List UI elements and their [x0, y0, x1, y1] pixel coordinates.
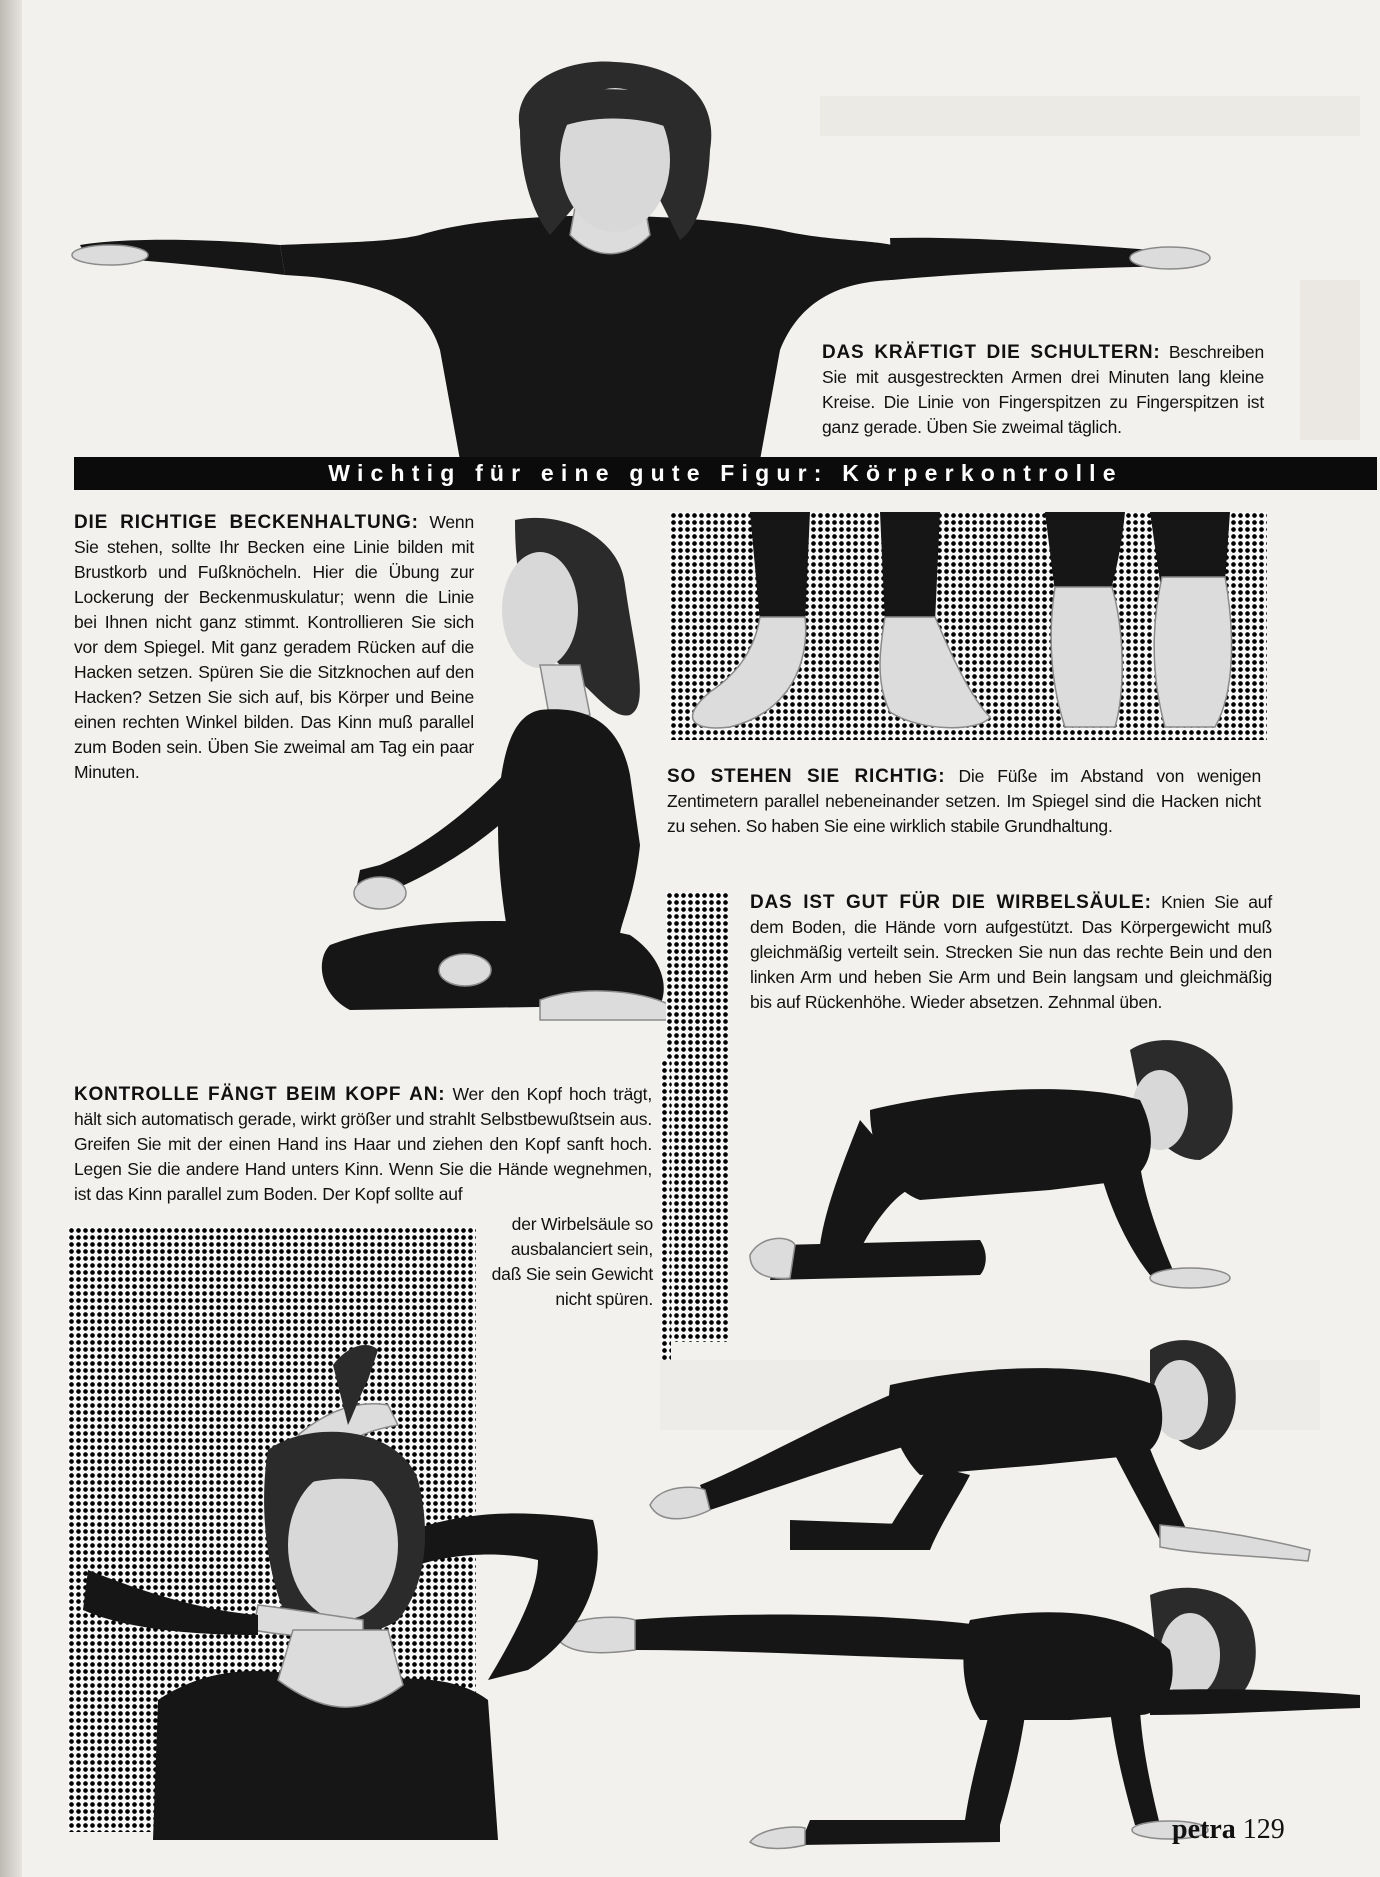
- text-spine: [750, 890, 1272, 1015]
- heading-standing: SO STEHEN SIE RICHTIG:: [667, 766, 946, 787]
- text-shoulders: [822, 340, 1264, 440]
- heading-head: KONTROLLE FÄNGT BEIM KOPF AN:: [74, 1084, 446, 1105]
- bleed-through-block: [1300, 280, 1360, 440]
- body-spine: Knien Sie auf dem Boden, die Hände vorn aufgestützt. Das Körpergewicht muß gleichmäßig verteilt sein. Strecken Sie nun das rechte Bein und den linken Arm und heben Sie Arm und Bein langsam und gleichmäßig bis auf Rückenhöhe. Wieder absetzen. Zehnmal üben.: [750, 892, 1272, 1012]
- photo-all-fours: [750, 1030, 1270, 1300]
- photo-feet: [670, 512, 1267, 740]
- body-head-continued: der Wirbelsäule so ausbalanciert sein, daß Sie sein Gewicht nicht spüren.: [491, 1214, 653, 1309]
- body-pelvis: Wenn Sie stehen, sollte Ihr Becken eine Linie bilden mit Brustkorb und Fußknöcheln. Hier die Übung zur Lockerung der Beckenmuskulatur; wenn die Linie bei Ihnen nicht ganz stimmt. Kontrollieren Sie sich vor dem Spiegel. Mit ganz geradem Rücken auf die Hacken setzen. Spüren Sie die Sitzknochen auf den Hacken? Setzen Sie sich auf, bis Körper und Beine einen rechten Winkel bilden. Das Kinn muß parallel zum Boden sein. Üben Sie zweimal am Tag ein paar Minuten.: [74, 512, 474, 782]
- text-head-continued: [483, 1212, 653, 1312]
- text-standing: [667, 764, 1261, 839]
- body-head: Wer den Kopf hoch trägt, hält sich automatisch gerade, wirkt größer und strahlt Selbstbewußtsein aus. Greifen Sie mit der einen Hand ins Haar und ziehen den Kopf sanft hoch. Legen Sie die andere Hand unters Kinn. Wenn Sie die Hände wegnehmen, ist das Kinn parallel zum Boden. Der Kopf sollte auf: [74, 1084, 652, 1204]
- halftone-strip-head-section: [661, 1060, 671, 1360]
- body-shoulders: Beschreiben Sie mit ausgestreckten Armen drei Minuten lang kleine Kreise. Die Linie von Fingerspitzen zu Fingerspitzen ist ganz gerade. Üben Sie zweimal täglich.: [822, 342, 1264, 437]
- footer-brand: petra: [1172, 1814, 1236, 1845]
- page-gutter: [0, 0, 22, 1877]
- heading-shoulders: DAS KRÄFTIGT DIE SCHULTERN:: [822, 342, 1161, 363]
- page-footer: [1172, 1814, 1285, 1846]
- photo-head-hands: [68, 1340, 608, 1840]
- photo-kneeling-sitting: [290, 515, 680, 1045]
- photo-leg-stretched: [640, 1325, 1320, 1565]
- heading-pelvis: DIE RICHTIGE BECKENHALTUNG:: [74, 512, 419, 533]
- heading-spine: DAS IST GUT FÜR DIE WIRBELSÄULE:: [750, 892, 1152, 913]
- text-head: [74, 1082, 652, 1207]
- body-standing: Die Füße im Abstand von wenigen Zentimetern parallel nebeneinander setzen. Im Spiegel sind die Hacken nicht zu sehen. So haben Sie eine wirklich stabile Grundhaltung.: [667, 766, 1261, 836]
- section-banner: Wichtig für eine gute Figur: Körperkontrolle: [74, 457, 1377, 490]
- page-number: 129: [1242, 1814, 1285, 1845]
- halftone-strip-spine: [666, 892, 728, 1342]
